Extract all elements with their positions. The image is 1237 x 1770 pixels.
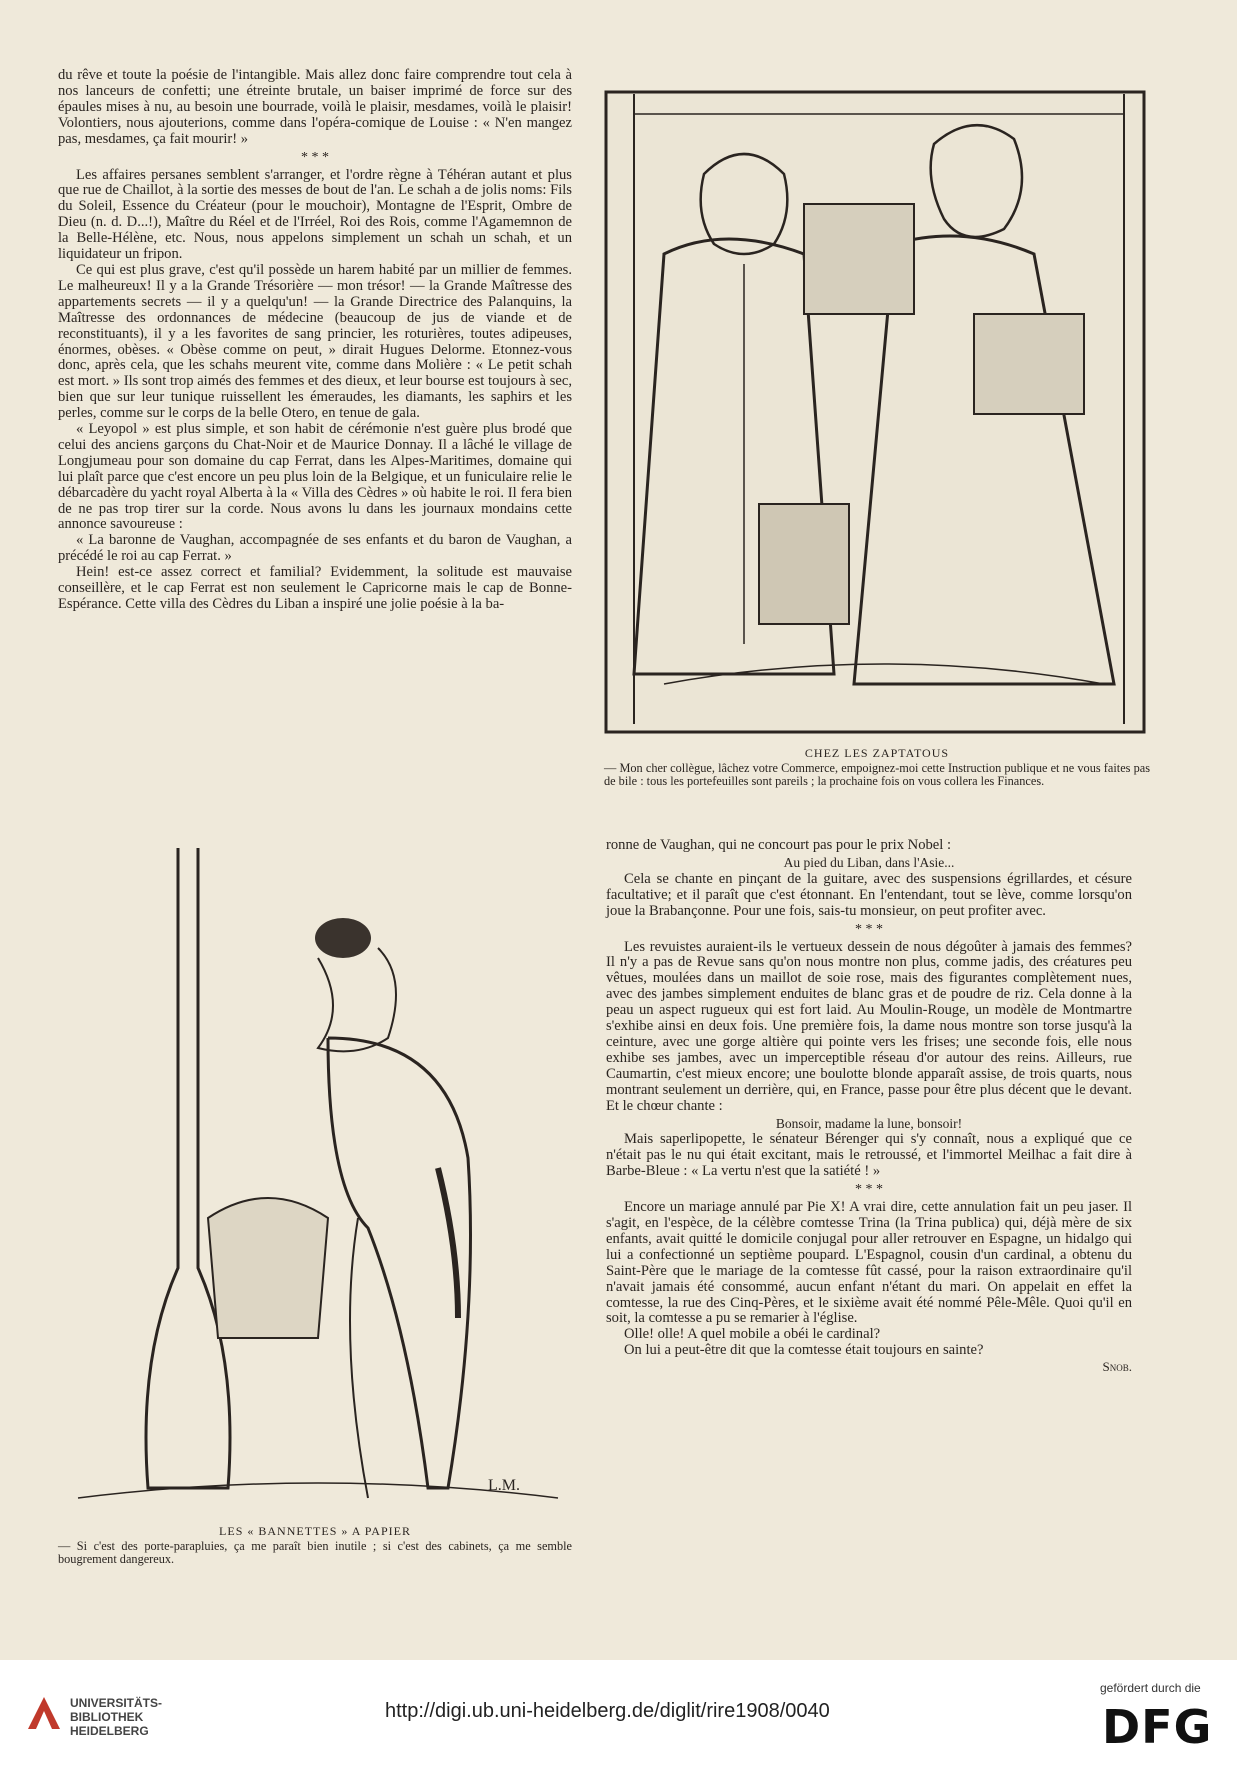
right-column-text bbox=[606, 838, 1132, 1375]
paragraph: Les revuistes auraient-ils le vertueux dessein de nous dégoûter à jamais des femmes? Il n'y a pas de Revue sans qu'on nous montre non plus, comme jadis, des créatures peu vêtues, moulées dans un maillot de soie rose, mais des figurantes complètement nues, avec des jambes simplement enduites de blanc gras et de poudre de riz. Cela donne à la peau un aspect rugueux qui est fort laid. Au Moulin-Rouge, un modèle de Montmartre s'exhibe ainsi en deux fois. Une première fois, la dame nous montre son torse jusqu'à la ceinture, avec une gorge altière qui pointe vers les frises; une seconde fois, elle nous exhibe ses jambes, avec un imperceptible réseau d'or autour des reins. Ailleurs, rue Caumartin, c'est mieux encore; une boulotte blonde apparaît assise, de trois quarts, nous montrant seulement un derrière, qui, en France, passe pour être plus décent que le devant. Et le chœur chante : bbox=[606, 938, 1132, 1114]
illustration-man-lamppost bbox=[58, 838, 572, 1526]
paragraph: On lui a peut-être dit que la comtesse était toujours en sainte? bbox=[624, 1342, 984, 1359]
caption-title: LES « BANNETTES » A PAPIER bbox=[219, 1524, 411, 1538]
author-signature: Snob. bbox=[1102, 1359, 1132, 1375]
dfg-logo: DFG bbox=[1102, 1700, 1213, 1754]
section-separator: * * * bbox=[855, 1182, 883, 1198]
section-separator: * * * bbox=[301, 149, 329, 165]
paragraph: du rêve et toute la poésie de l'intangible. Mais allez donc faire comprendre tout cela à nos lanceurs de confetti; une étreinte brutale, un baiser imprimé de force sur des épaules mises à nu, au besoin une bourrade, voilà le plaisir, mesdames, voilà le plaisir! Volontiers, nous ajouterions, comme dans l'opéra-comique de Louise : « N'en mangez pas, mesdames, ça fait mourir! » bbox=[58, 67, 572, 147]
sponsor-text: gefördert durch die bbox=[1100, 1681, 1201, 1695]
artist-signature: L.M. bbox=[488, 1477, 520, 1494]
paragraph: Encore un mariage annulé par Pie X! A vrai dire, cette annulation fait un peu jaser. Il s'agit, en l'espèce, de la célèbre comtesse Trina (la Trina publica) qui, déjà mère de six enfants, avait quitté le domicile conjugal pour aller retrouver en Espagne, un hidalgo qui lui a confectionné un septième poupard. L'Espagnol, cousin d'un cardinal, a obtenu du Saint-Père que le mariage de la comtesse fût cassé, pour la raison extraordinaire qu'il n'avait jamais été consommé, aucun enfant n'étant du mari. On appelait en effet la comtesse, la rue des Cinq-Pères, et le sixième avait été nommé Pêle-Mêle. Quoi qu'il en soit, la comtesse a pu se remarier à l'église. bbox=[606, 1199, 1132, 1327]
illustration-two-ministers bbox=[604, 84, 1150, 742]
verse-line: Au pied du Liban, dans l'Asie... bbox=[783, 854, 955, 870]
caption-title: CHEZ LES ZAPTATOUS bbox=[804, 746, 950, 760]
paragraph: Hein! est-ce assez correct et familial? Evidemment, la solitude est mauvaise conseillère, et le cap Ferrat est non seulement le Capricorne mais le cap de Bonne-Espérance. Cette villa des Cèdres du Liban a inspiré une jolie poésie à la ba- bbox=[58, 564, 572, 612]
section-separator: * * * bbox=[855, 921, 883, 937]
left-illustration-caption bbox=[58, 1524, 572, 1567]
library-name: UNIVERSITÄTS- BIBLIOTHEK HEIDELBERG bbox=[70, 1696, 163, 1738]
digitization-footer bbox=[0, 1660, 1237, 1770]
university-library-logo-icon bbox=[24, 1693, 64, 1733]
paragraph: Les affaires persanes semblent s'arranger, et l'ordre règne à Téhéran autant et plus que rue de Chaillot, à la sortie des messes de bout de l'an. Le schah a de jolis noms: Fils du Soleil, Essence du Créateur (pour le mouchoir), Montagne de l'Esprit, Ombre de Dieu (n. d. D...!), Maître du Réel et de l'Irréel, Roi des Rois, comme l'Agamemnon de la Belle-Hélène, etc. Nous, nous appelons simplement un schah un schah, et un liquidateur un fripon. bbox=[58, 166, 572, 263]
paragraph: « La baronne de Vaughan, accompagnée de ses enfants et du baron de Vaughan, a précédé le roi au cap Ferrat. » bbox=[58, 532, 572, 565]
source-url-link[interactable]: http://digi.ub.uni-heidelberg.de/diglit/rire1908/0040 bbox=[385, 1700, 830, 1722]
caption-text: — Si c'est des porte-parapluies, ça me paraît bien inutile ; si c'est des cabinets, ça me semble bougrement dangereux. bbox=[58, 1538, 572, 1567]
paragraph: Olle! olle! A quel mobile a obéi le cardinal? bbox=[624, 1326, 881, 1343]
verse-line: Bonsoir, madame la lune, bonsoir! bbox=[775, 1115, 963, 1131]
caption-text: — Mon cher collègue, lâchez votre Commerce, empoignez-moi cette Instruction publique et ne vous faites pas de bile : tous les portefeuilles sont pareils ; la prochaine fois on vous collera les Finances. bbox=[604, 760, 1150, 789]
paragraph: Mais saperlipopette, le sénateur Bérenger qui s'y connaît, nous a expliqué que ce n'était pas le nu qui était excitant, mais le retroussé, et l'immortel Meilhac a fait dire à Barbe-Bleue : « La vertu n'est que la satiété ! » bbox=[606, 1131, 1132, 1180]
paragraph: ronne de Vaughan, qui ne concourt pas pour le prix Nobel : bbox=[606, 837, 952, 853]
paragraph: Cela se chante en pinçant de la guitare, avec des suspensions égrillardes, et césure facultative; et il paraît que c'est étonnant. En l'entendant, tout se lève, comme lorsqu'on joue la Brabançonne. Pour une fois, sais-tu monsieur, on peut profiter avec. bbox=[606, 870, 1132, 919]
lamppost-drawing bbox=[58, 838, 572, 1526]
ministers-drawing bbox=[604, 84, 1150, 742]
right-illustration-caption bbox=[604, 746, 1150, 789]
paragraph: « Leyopol » est plus simple, et son habit de cérémonie n'est guère plus brodé que celui des anciens garçons du Chat-Noir et de Maurice Donnay. Il a lâché le village de Longjumeau pour son domaine du cap Ferrat, dans les Alpes-Maritimes, domaine qui lui plaît parce que c'est encore un peu plus loin de la Belgique, et un funiculaire relie le débarcadère du yacht royal Alberta à la « Villa des Cèdres » où habite le roi. Il fera bien de ne pas trop tirer sur la corde. Nous avons lu dans les journaux mondains cette annonce savoureuse : bbox=[58, 421, 572, 533]
paragraph: Ce qui est plus grave, c'est qu'il possède un harem habité par un millier de femmes. Le malheureux! Il y a la Grande Trésorière — mon trésor! — la Grande Maîtresse des appartements secrets — il y a quelqu'un! — la Grande Directrice des Palanquins, la Maîtresse des ordonnances de médecine (beaucoup de jus de viande et de reconstituants), il y a les favorites de sang princier, les roturières, toutes adipeuses, énormes, obèses. « Obèse comme on peut, » dirait Hugues Delorme. Etonnez-vous donc, après cela, que les schahs meurent vite, comme dans Molière : « Le petit schah est mort. » Ils sont trop aimés des femmes et des dieux, et leur bourse est toujours à sec, bien que sur leur tunique ruissellent les émeraudes, les diamants, les saphirs et les perles, comme sur le corps de la belle Otero, en tenue de gala. bbox=[58, 261, 572, 422]
left-column-text bbox=[58, 68, 572, 613]
